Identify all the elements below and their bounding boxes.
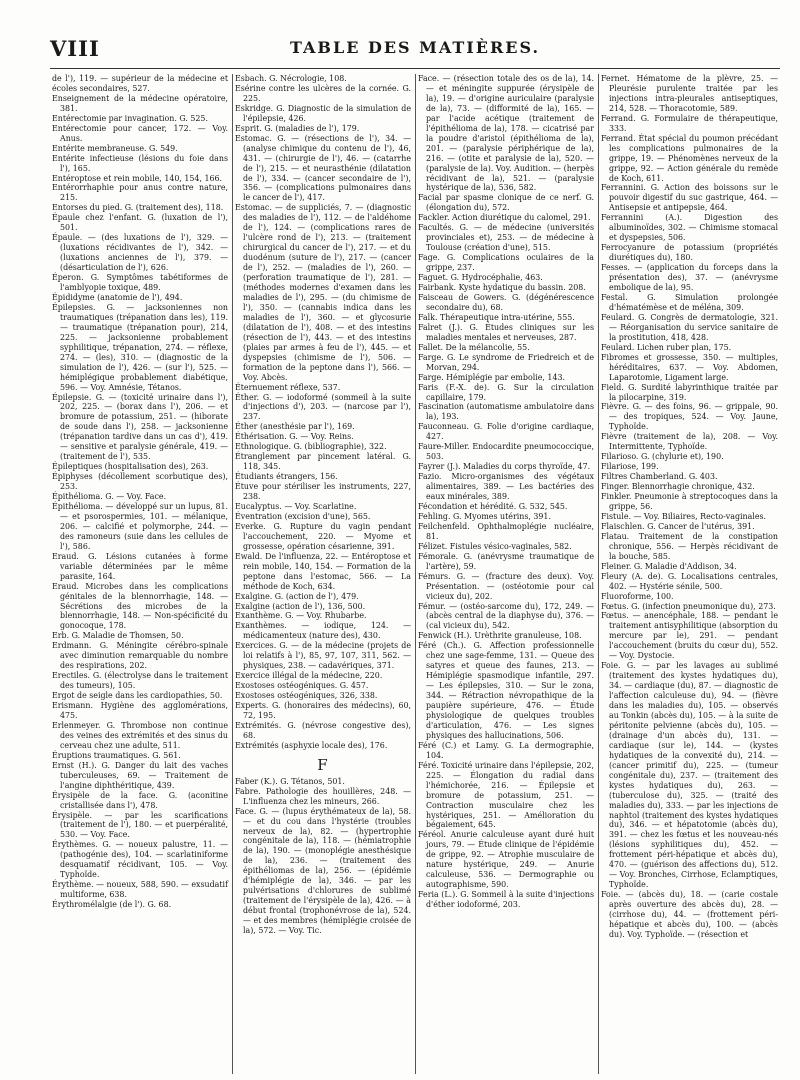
index-entry: Étranglement par pincement latéral. G. 118, 345. (235, 452, 411, 472)
index-entry: Fœtus. — anencéphale, 188. — pendant le traitement antisyphilitique (absorption du mercure par le), 291. — pendant l'accouchement (bruits du cœur du), 552. — Voy. Dystocie. (601, 611, 778, 661)
index-entry: Ernst (H.). G. Danger du lait des vaches tuberculeuses, 69. — Traitement de l'angine diphthéritique, 439. (52, 760, 228, 790)
index-entry: Eucalyptus. — Voy. Scarlatine. (235, 501, 357, 511)
index-entry: Falret (J.). G. Études cliniques sur les maladies mentales et nerveuses, 287. (418, 322, 594, 342)
index-entry: Face. G. — (lupus érythémateux de la), 58. — et du cou dans l'hystérie (troubles nerveux de la), 82. — (hypertrophie congénitale de la), 118. — (hémiatrophie de la), 190. — (monoplégie anesthésique de la), 236. — (traitement des épithéliomas de la), 256. — (épidémie d'hémiplégie de la), 346. — par les pulvérisations d'chlorures de sublimé (traitement de l'érysipèle de la), 426. — à début frontal (trophonévrose de la), 524. — et des membres (hémiplégie croisée de la), 572. — Voy. Tic. (235, 806, 411, 936)
index-entry: Épileptiques (hospitalisation des), 263. (52, 462, 209, 472)
index-entry: Faguet. G. Hydrocéphalie, 463. (418, 273, 543, 283)
index-entry: Field. G. Surdité labyrinthique traitée par la pilocarpine, 319. (601, 382, 778, 402)
index-entry: Épididyme (anatomie de l'), 494. (52, 292, 183, 302)
index-entry: Féré (Ch.). G. Affection professionnelle chez une sage-femme, 131. — Queue des satyres et queue des faunes, 213. — Hémiplégie spasmodique infantile, 297. — Les épilepsies, 310. — Sur le zona, 344. — Rétraction névropathique de la paupière supérieure, 476. — Étude physiologique de quelques troubles d'articulation, 476. — Les signes physiques des hallucinations, 506. (418, 641, 594, 740)
index-entry: Exanthème. G. — Voy. Rhubarbe. (235, 611, 367, 621)
index-entry: Estomac. — de suppliciés, 7. — (diagnostic des maladies de l'), 112. — de l'aldéhome de l'), 124. — (complications rares de l'ulcère rond de l'), 213. — (traitement chirurgical du cancer de l'), 217. — et du duodénum (suture de l'), 217. — (cancer de l'), 252. — (maladies de l'), 260. — (perforation traumatique de l'), 281. — (méthodes modernes d'examen dans les maladies de l'), 295. — (du chimisme de l'), 350. — (cannabis indica dans les maladies de l'), 360. — et glycosurie (dilatation de l'), 408. — et des intestins (résection de l'), 443. — et des intestins (plaies par armes à feu de l'), 445. — et dyspepsies (chimisme de l'), 506. — formation de la peptone dans l'), 566. — Voy. Abcès. (235, 203, 411, 382)
index-entry: Épiphyses (décollement scorbutique des), 253. (52, 472, 228, 492)
index-entry: Extrémités (asphyxie locale des), 176. (235, 740, 388, 750)
index-entry: Everke. G. Rupture du vagin pendant l'accouchement, 220. — Myome et grossesse, opération césarienne, 391. (235, 521, 411, 551)
index-entry: Fairbank. Kyste hydatique du bassin. 208. (418, 283, 586, 293)
index-entry: Filariose, 199. (601, 462, 659, 472)
index-entry: Estomac. G. — (résections de l'), 34. — (analyse chimique du contenu de l'), 46, 431. — (chirurgie de l'), 46. — (catarrhe de l'), 215. — et neurasthénie (dilatation de l'), 334. — (cancer secondaire de l'), 356. — (complications pulmonaires dans le cancer de l'), 417. (235, 133, 411, 203)
index-entry: Fémorale. G. (anévrysme traumatique de l'artère), 59. (418, 551, 594, 571)
index-column-3 (416, 74, 599, 1074)
index-entry: Faber (K.). G. Tétanos, 501. (235, 776, 345, 786)
index-entry: Exostoses ostéogéniques. G. 457. (235, 681, 369, 691)
index-entry: Éthérisation. G. — Voy. Reins. (235, 432, 354, 442)
index-entry: Finkler. Pneumonie à streptocoques dans la grippe, 56. (601, 492, 778, 511)
index-entry: Fage. G. Complications oculaires de la grippe, 237. (418, 253, 594, 273)
index-entry: Feulard. G. Congrès de dermatologie, 321. — Réorganisation du service sanitaire de la prostitution, 418, 428. (601, 312, 778, 342)
index-entry: Erismann. Hygiène des agglomérations, 475. (52, 701, 228, 720)
index-entry: Eraud. Microbes dans les complications génitales de la blennorrhagie, 148. — Sécrétions des microbes de la blennorrhagie, 148. — Non-spécificité du gonocoque, 178. (52, 581, 228, 631)
index-entry: Fœtus. G. (infection pneumonique du), 273. (601, 601, 776, 611)
index-entry: Érythèmes. G. — noueux palustre, 11. — (pathogénie des), 104. — scarlatiniforme desquamatif récidivant, 105. — Voy. Typhoïde. (52, 840, 228, 880)
index-entry: Fernet. Hématome de la plèvre, 25. — Pleurésie purulente traitée par les injections intra-pleurales antiseptiques, 214, 528. — Thoracotomie, 589. (601, 74, 778, 113)
index-entry: Entérectomie pour cancer, 172. — Voy. Anus. (52, 123, 228, 143)
index-entry: Fenwick (H.). Urèthrite granuleuse, 108. (418, 631, 582, 641)
index-entry: Exanthèmes. — iodique, 124. — médicamenteux (nature des), 430. (235, 621, 411, 641)
index-entry: Ferrocyanure de potassium (propriétés diurétiques du), 180. (601, 243, 778, 263)
index-entry: Falk. Thérapeutique intra-utérine, 555. (418, 312, 575, 322)
index-entry: Exercices. G. — de la médecine (projets de loi relatifs à l'), 85, 97, 107, 311, 562. — physiques, 238. — cadavériques, 371. (235, 641, 411, 671)
index-entry: Erdmann. G. Méningite cérébro-spinale avec diminution remarquable du nombre des respirations, 202. (52, 641, 228, 671)
index-entry: Ferrand. État spécial du poumon précédant les complications pulmonaires de la grippe, 19. — Phénomènes nerveux de la grippe, 92. — Action générale du remède de Koch, 611. (601, 133, 778, 183)
index-entry: Erlenmeyer. G. Thrombose non continue des veines des extrémités et des sinus du cerveau chez une adulte, 511. (52, 720, 228, 750)
index-entry: Filtres Chamberland. G. 403. (601, 472, 718, 482)
index-entry: Épilepsie. G. — (toxicité urinaire dans l'), 202, 225. — (borax dans l'), 206. — et bromure de potassium, 251. — (hiborate de soude dans l'), 258. — jacksonienne (trépanation tardive dans un cas d'), 419. — sensitive et paralysie générale, 419. — (traitement de l'), 535. (52, 392, 228, 462)
index-entry: Erectiles. G. (électrolyse dans le traitement des tumeurs), 105. (52, 671, 228, 691)
index-entry: Feulard. Lichen ruber plan, 175. (601, 342, 732, 352)
index-entry: Erb. G. Maladie de Thomsen, 50. (52, 631, 184, 641)
index-entry: Fazio. Micro-organismes des végétaux alimentaires, 389. — Les bactéries des eaux minérales, 389. (418, 472, 594, 502)
index-entry: Fesses. — (application du forceps dans la présentation des), 37. — (anévrysme embolique de la), 95. (601, 263, 778, 293)
index-entry: Fehling. G. Myomes utérins, 391. (418, 511, 551, 521)
running-header (50, 32, 780, 69)
index-entry: Féréol. Anurie calculeuse ayant duré huit jours, 79. — Étude clinique de l'épidémie de grippe, 92. — Atrophie musculaire de nature hystérique, 249. — Anurie calculeuse, 536. — Dermographie ou autographisme, 590. (418, 830, 594, 890)
index-entry: Fluoroforme, 100. (601, 591, 674, 601)
index-entry: Éternuement réflexe, 537. (235, 382, 341, 392)
index-entry: Fistule. — Voy. Biliaires, Recto-vaginales. (601, 511, 767, 521)
index-entry: Épaule. — (des luxations de l'), 329. — (luxations récidivantes de l'), 342. — (luxations anciennes de l'), 379. — (désarticulation de l'), 626. (52, 233, 228, 273)
index-entry: Ferrannini (A.). Digestion des albuminoïdes, 302. — Chimisme stomacal et dyspepsies, 506. (601, 213, 778, 243)
index-entry: Foie. G. — par les lavages au sublimé (traitement des kystes hydatiques du), 34. — cardiaque (du), 87. — diagnostic de l'affection calculeuse du), 94. — (fièvre dans les maladies du), 105. — observés au Tonkin (abcès du), 105. — à la suite de péritonite pelvienne (abcès du), 105. — (drainage d'un abcès du), 131. — cardiaque (sur le), 144. — (kystes hydatiques de la convexité du), 214. — (cancer primitif du), 225. — (tumeur congénitale du), 237. — (traitement des kystes hydatiques du), 263. — (tuberculose du), 325. — (traité des maladies du), 333. — par les injections de naphtol (traitement des kystes hydatiques du), 346. — et hépatotomie (abcès du), 391. — chez les fœtus et les nouveau-nés (lésions syphilitiques du), 452. — frottement péri-hépatique et abcès du), 470. — (guérison des affections du), 512. — Voy. Bronches, Cirrhose, Eclamptiques, Typhoïde. (601, 661, 778, 890)
index-entry: Éperon. G. Symptômes tabétiformes de l'amblyopie toxique, 489. (52, 273, 228, 293)
index-entry: Épilepsies. G. — jacksoniennes non traumatiques (trépanation dans les), 119. — traumatique (trépanation pour), 214, 225. — jacksonienne probablement syphilitique, trépanation, 274. — réflexe, 274. — (les), 310. — (diagnostic de la simulation de l'), 426. — (sur l'), 525. — hémiplégique probablement diabétique, 596. — Voy. Amnésie, Tétanos. (52, 302, 228, 392)
index-entry: Ergot de seigle dans les cardiopathies, 50. (52, 691, 223, 701)
index-columns (50, 74, 782, 1074)
index-entry: Foie. — (abcès du), 18. — (carie costale après ouverture des abcès du), 28. — (cirrhose du), 44. — (frottement péri-hépatique et abcès du), 100. — (abcès du). Voy. Typhoïde. — (résection et (601, 890, 778, 939)
index-entry: Fabre. Pathologie des houillères, 248. — L'influenza chez les mineurs, 266. (235, 786, 411, 806)
index-entry: Éther. G. — iodoformé (sommeil à la suite d'injections d'), 203. — (narcose par l'), 237. (235, 392, 411, 422)
index-entry: Éruptions traumatiques. G. 561. (52, 750, 181, 760)
index-entry: Entorses du pied. G. (traitement des), 118. (52, 203, 224, 213)
index-entry: Exalgine (action de l'), 136, 500. (235, 601, 366, 611)
index-entry: Entérite membraneuse. G. 549. (52, 143, 178, 153)
index-entry: Fièvre. G. — des foins, 96. — grippale, 90. — des tropiques, 524. — Voy. Jaune, Typhoïde. (601, 402, 778, 432)
index-entry: Étudiants étrangers, 156. (235, 472, 338, 482)
index-entry: Facultés. G. — de médecine (universités provinciales et), 253. — de médecine à Toulouse (création d'une), 515. (418, 223, 594, 253)
index-entry: Fackler. Action diurétique du calomel, 291. (418, 213, 591, 223)
index-entry: Fauconneau. G. Folie d'origine cardiaque, 427. (418, 422, 594, 442)
index-entry: Épithélioma. G. — Voy. Face. (52, 492, 167, 502)
index-entry: Érysipèle de la face. G. (aconitine cristallisée dans l'), 478. (52, 790, 228, 810)
index-entry: Enseignement de la médecine opératoire, 381. (52, 93, 228, 113)
index-entry: Facial par spasme clonique de ce nerf. G. (élongation du), 572. (418, 193, 594, 213)
index-entry: Faris (F.-X. de). G. Sur la circulation capillaire, 179. (418, 382, 594, 402)
index-entry: Ferrannini. G. Action des boissons sur le pouvoir digestif du suc gastrique, 464. — Antisepsie et antipepsie, 464. (601, 183, 778, 213)
index-entry: Eskridge. G. Diagnostic de la simulation de l'épilepsie, 426. (235, 103, 411, 123)
index-entry: Entérectomie par invagination. G. 525. (52, 113, 208, 123)
index-entry: Flaischlen. G. Cancer de l'utérus, 391. (601, 521, 755, 531)
index-entry: Exercice illégal de la médecine, 220. (235, 671, 383, 681)
index-entry: Entérite infectieuse (lésions du foie dans l'), 165. (52, 153, 228, 173)
index-entry: Filarioso. G. (chylurie et), 190. (601, 452, 724, 462)
index-entry: Face. — (résection totale des os de la), 14. — et méningite suppurée (érysipèle de la), 19. — d'origine auriculaire (paralysie de la), 73. — (difformité de la), 165. — par l'acide acétique (traitement de l'épithélioma de la), 178. — cicatrisé par la poudre d'aristol (épithélioma de la), 201. — (paralysie périphérique de la), 216. — (otite et paralysie de la), 520. — (paralysie de la). Voy. Audition. — (herpès récidivant de la), 521. — (paralysie hystérique de la), 536, 582. (418, 74, 594, 193)
index-entry: Fleiner. G. Maladie d'Addison, 34. (601, 561, 737, 571)
running-title: TABLE DES MATIÈRES. (289, 38, 541, 57)
index-entry: Feria (L.). G. Sommeil à la suite d'injections d'éther iodoformé, 203. (418, 890, 594, 910)
index-entry: Féré. Toxicité urinaire dans l'épilepsie, 202, 225. — Élongation du radial dans l'hémichorée, 216. — Épilepsie et bromure de potassium, 251. — Contraction musculaire chez les hystériques, 251. — Amélioration du bégaiement, 645. (418, 760, 594, 830)
index-entry: Faure-Miller. Endocardite pneumococcique, 503. (418, 442, 594, 462)
index-column-1 (50, 74, 233, 1074)
index-entry: Ethnologique. G. (bibliographie), 322. (235, 442, 387, 452)
index-entry: Fémur. — (ostéo-sarcome du), 172, 249. — (abcès central de la diaphyse du), 376. — (cal vicieux du), 542. (418, 601, 594, 631)
index-entry: Éventration (excision d'une), 565. (235, 511, 371, 521)
index-entry: Érythromélalgie (de l'). G. 68. (52, 900, 172, 910)
index-entry: Fécondation et hérédité. G. 532, 545. (418, 501, 568, 511)
page-number: VIII (50, 36, 100, 61)
index-entry: Féré (C.) et Lamy. G. La dermographie, 104. (418, 740, 594, 760)
index-entry: Fièvre (traitement de la), 208. — Voy. Intermittente, Typhoïde. (601, 432, 778, 452)
index-entry: Festal. G. Simulation prolongée d'hématémèse et de méléna, 309. (601, 292, 778, 312)
index-entry: Flatau. Traitement de la constipation chronique, 556. — Herpès récidivant de la bouche, 585. (601, 531, 778, 561)
index-column-2 (233, 74, 416, 1074)
index-entry: Fémurs. G. — (fracture des deux). Voy. Présentation. — (ostéotomie pour cal vicieux du), 202. (418, 571, 594, 601)
index-entry: Feilchenfeld. Ophthalmoplégie nucléaire, 81. (418, 521, 594, 541)
index-column-4 (599, 74, 782, 1074)
index-entry: Esprit. G. (maladies de l'), 179. (235, 123, 360, 133)
index-entry: Finger. Blennorrhagie chronique, 432. (601, 482, 755, 492)
index-entry: Esérine contre les ulcères de la cornée. G. 225. (235, 83, 411, 103)
index-entry: Érysipèle. — par les scarifications (traitement de l'), 180. — et puerpéralité, 530. — Voy. Face. (52, 810, 228, 840)
index-entry: Félizet. Fistules vésico-vaginales, 582. (418, 541, 572, 551)
index-entry: Ferrand. G. Formulaire de thérapeutique, 333. (601, 113, 778, 133)
index-entry: Farge. Hémiplégie par embolie, 143. (418, 372, 565, 382)
index-entry: Ewald. De l'influenza, 22. — Entéroptose et rein mobile, 140, 154. — Formation de la peptone dans l'estomac, 566. — La méthode de Koch, 634. (235, 551, 411, 591)
index-entry: Fascination (automatisme ambulatoire dans la), 193. (418, 402, 594, 422)
index-entry: Fleury (A. de). G. Localisations centrales, 402. — Hystérie sénile, 500. (601, 571, 778, 591)
index-entry: Entérorrhaphie pour anus contre nature, 215. (52, 183, 228, 203)
index-entry: Eraud. G. Lésions cutanées à forme variable déterminées par le même parasite, 164. (52, 551, 228, 581)
index-entry: Érythème. — noueux, 588, 590. — exsudatif multiforme, 638. (52, 880, 228, 900)
index-entry: Extrémités. G. (névrose congestive des), 68. (235, 720, 411, 740)
index-entry: Faisceau de Gowers. G. (dégénérescence secondaire du), 68. (418, 292, 594, 312)
index-entry: Éther (anesthésie par l'), 169. (235, 422, 355, 432)
index-entry: Entéroptose et rein mobile, 140, 154, 166. (52, 173, 223, 183)
index-entry: Épithélioma. — développé sur un lupus, 81. — et psorospermies, 101. — mélanique, 206. — calcifié et polymorphe, 244. — des ramoneurs (suie dans les cellules de l'), 586. (52, 501, 228, 551)
index-entry: Experts. G. (honoraires des médecins), 60, 72, 195. (235, 701, 411, 720)
index-entry: Farge. G. Le syndrome de Friedreich et de Morvan, 294. (418, 352, 594, 372)
index-entry: Exostoses ostéogéniques, 326, 338. (235, 691, 378, 701)
index-entry: Fayrer (J.). Maladies du corps thyroïde, 47. (418, 462, 591, 472)
index-entry: Esbach. G. Nécrologie, 108. (235, 74, 347, 83)
index-entry: Fallet. De la mélancolie, 55. (418, 342, 530, 352)
index-entry: Épaule chez l'enfant. G. (luxation de l'), 501. (52, 213, 228, 233)
index-entry: de l'), 119. — supérieur de la médecine et écoles secondaires, 527. (52, 74, 228, 93)
section-letter: F (317, 755, 329, 774)
index-entry: Fibromes et grossesse, 350. — multiples, héréditaires, 637. — Voy. Abdomen, Laparotomie, Ligament large. (601, 352, 778, 382)
index-entry: Étuve pour stériliser les instruments, 227, 238. (235, 482, 411, 502)
index-entry: Exalgine. G. (action de l'), 479. (235, 591, 359, 601)
